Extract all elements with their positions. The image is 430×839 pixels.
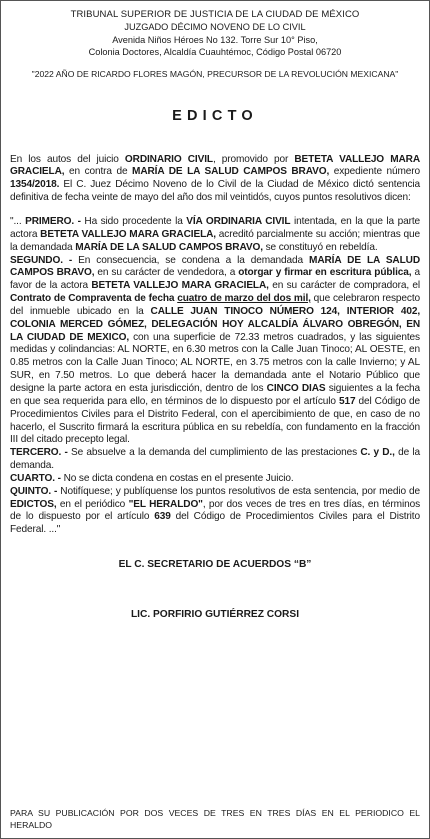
signatory-name: LIC. PORFIRIO GUTIÉRREZ CORSI [130, 609, 300, 621]
signatory-role: EL C. SECRETARIO DE ACUERDOS “B” [118, 559, 312, 571]
resolution-segundo: SEGUNDO. - En consecuencia, se condena a la demandada MARÍA DE LA SALUD CAMPOS BRAVO, en su carácter de vendedora, a otorgar y firmar en escritura pública, a favor de la actora BETETA VALLEJO MARA GRACIELA, en su carácter de compradora, el Contrato de Compraventa de fecha cuatro de marzo del dos mil, que celebraron respecto del inmueble ubicado en la CALLE JUAN TINOCO NÚMERO 124, INTERIOR 402, COLONIA MERCED GÓMEZ, DELEGACIÓN HOY ALCALDÍA ÁLVARO OBREGÓN, EN LA CIUDAD DE MEXICO, con una superficie de 72.33 metros cuadrados, y las siguientes medidas y colindancias: AL NORTE, en 6.30 metros con la Calle Juan Tinoco; AL OESTE, en 0.85 metros con la Calle Juan Tinoco; AL NORTE, en 3.75 metros con la calle Invierno; y AL SUR, en 7.50 metros. Lo que deberá hacer la demandada ante el Notario Público que designe la parte actora en esta jurisdicción, dentro de los CINCO DIAS siguientes a la fecha en que sea requerida para ello, en términos de lo dispuesto por el artículo 517 del Código de Procedimientos Civiles para el Distrito Federal, con el apercibimiento de que, en caso de no hacerlo, el Suscrito firmará la escritura pública en su rebeldía, con fundamento en la fracción III del citado precepto legal. [10, 254, 421, 446]
resolution-cuarto: CUARTO. - No se dicta condena en costas en el presente Juicio. [10, 472, 294, 484]
court-header [10, 9, 420, 59]
intro-paragraph: En los autos del juicio ORDINARIO CIVIL, promovido por BETETA VALLEJO MARA GRACIELA, en contra de MARÍA DE LA SALUD CAMPOS BRAVO, expediente número 1354/2018. El C. Juez Décimo Noveno de lo Civil de la Ciudad de México dictó sentencia definitiva de fecha veinte de mayo del año dos mil veintidós, cuyos puntos resolutivos dicen: [10, 153, 421, 204]
year-motto: "2022 AÑO DE RICARDO FLORES MAGÓN, PRECURSOR DE LA REVOLUCIÓN MEXICANA" [31, 68, 399, 79]
trial-type: ORDINARIO CIVIL [124, 153, 213, 165]
court-name: TRIBUNAL SUPERIOR DE JUSTICIA DE LA CIUDAD DE MÉXICO [70, 9, 360, 20]
publication-note: PARA SU PUBLICACIÓN POR DOS VECES DE TRES EN TRES DÍAS EN EL PERIODICO EL HERALDO [10, 808, 420, 831]
resolution-primero: "... PRIMERO. - Ha sido procedente la VÍA ORDINARIA CIVIL intentada, en la que la parte actora BETETA VALLEJO MARA GRACIELA, acreditó parcialmente su acción; mientras que la demandada MARÍA DE LA SALUD CAMPOS BRAVO, se constituyó en rebeldía. [10, 216, 421, 253]
resolution-quinto: QUINTO. - Notifíquese; y publíquense los puntos resolutivos de esta sentencia, por medio de EDICTOS, en el periódico "EL HERALDO", por dos veces de tres en tres días, en términos de lo dispuesto por el artículo 639 del Código de Procedimientos Civiles para el Distrito Federal. ..." [10, 485, 421, 536]
contract-date: cuatro de marzo del dos mil, [177, 293, 311, 305]
document-title: EDICTO [172, 107, 258, 124]
edict-body [10, 154, 420, 537]
court-division: JUZGADO DÉCIMO NOVENO DE LO CIVIL [124, 22, 306, 33]
court-address-street: Avenida Niños Héroes No 132. Torre Sur 10° Piso, [112, 34, 318, 45]
court-address-colony: Colonia Doctores, Alcaldía Cuauhtémoc, Código Postal 06720 [88, 47, 342, 58]
property-address: CALLE JUAN TINOCO NÚMERO 124, INTERIOR 402, COLONIA MERCED GÓMEZ, DELEGACIÓN HOY ALCALDÍA ÁLVARO OBREGÓN, EN LA CIUDAD DE MEXICO, [10, 305, 420, 343]
plaintiff-name: BETETA VALLEJO MARA GRACIELA, [10, 153, 420, 178]
defendant-name: MARÍA DE LA SALUD CAMPOS BRAVO, [132, 166, 330, 178]
case-number: 1354/2018. [10, 179, 60, 191]
resolution-tercero: TERCERO. - Se absuelve a la demanda del cumplimiento de las prestaciones C. y D., de la demanda. [10, 447, 420, 472]
